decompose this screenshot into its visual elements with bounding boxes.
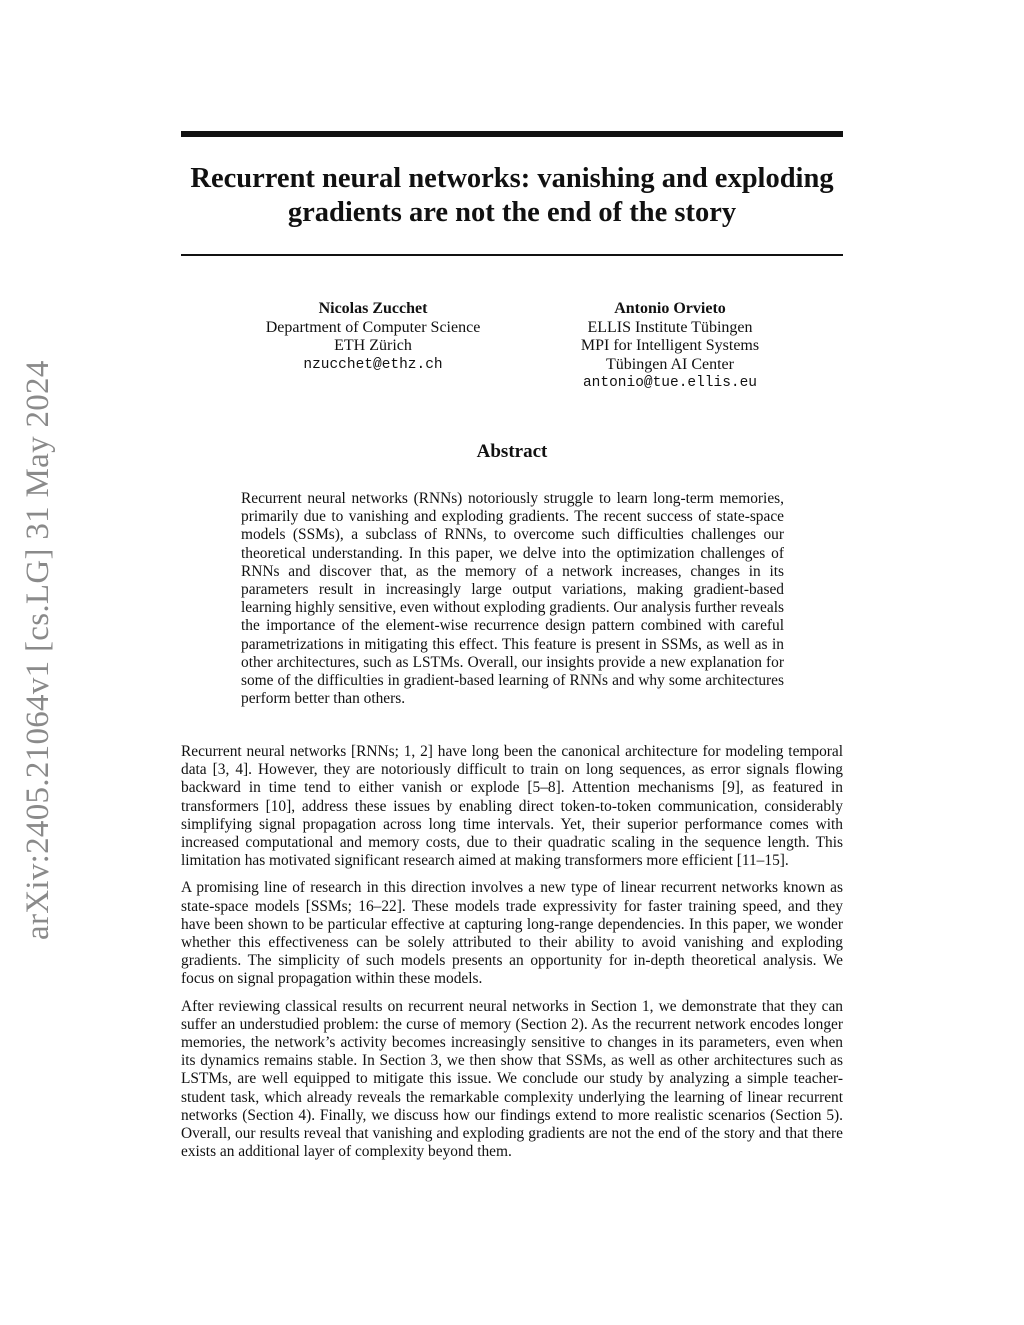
- arxiv-identifier-stamp: arXiv:2405.21064v1 [cs.LG] 31 May 2024: [20, 360, 56, 940]
- author-email: nzucchet@ethz.ch: [303, 356, 443, 373]
- author-affiliation: MPI for Intelligent Systems: [580, 337, 760, 354]
- author-affiliation: Department of Computer Science: [265, 318, 481, 336]
- body-paragraph-2: A promising line of research in this direction involves a new type of linear recurrent networks known as state-space models [SSMs; 16–22]. These models trade expressivity for faster training speed, and they have been shown to be particular effective at capturing long-range dependencies. In this paper, we wonder whether this effectiveness can be solely attributed to their ability to avoid vanishing and exploding gradients. The simplicity of such models presents an opportunity for in-depth theoretical analysis. We focus on signal propagation within these models.: [181, 879, 843, 988]
- abstract-heading: Abstract: [476, 441, 548, 462]
- author-block-1: [253, 300, 493, 374]
- author-affiliation: ETH Zürich: [334, 337, 412, 354]
- author-email: antonio@tue.ellis.eu: [582, 375, 758, 391]
- author-name: Antonio Orvieto: [614, 300, 726, 317]
- author-affiliation: ELLIS Institute Tübingen: [587, 318, 753, 336]
- body-paragraph-3: After reviewing classical results on recurrent neural networks in Section 1, we demonstrate that they can suffer an understudied problem: the curse of memory (Section 2). As the recurrent network encodes longer memories, the network’s activity becomes increasingly sensitive to changes in its parameters, even when its dynamics remains stable. In Section 3, we then show that SSMs, as well as other architectures such as LSTMs, are well equipped to mitigate this issue. We conclude our study by analyzing a simple teacher-student task, which already reveals the remarkable complexity underlying the learning of linear recurrent networks (Section 4). Finally, we discuss how our findings extend to more realistic scenarios (Section 5). Overall, our results reveal that vanishing and exploding gradients are not the end of the story and that there exists an additional layer of complexity beyond them.: [181, 997, 843, 1161]
- paper-title: Recurrent neural networks: vanishing and exploding gradients are not the end of the story: [190, 163, 834, 228]
- title-top-rule: [181, 131, 843, 137]
- author-name: Nicolas Zucchet: [318, 300, 428, 317]
- introduction-body: [181, 743, 843, 1170]
- author-affiliation: Tübingen AI Center: [606, 355, 734, 373]
- author-block-2: [555, 300, 785, 393]
- abstract-text: Recurrent neural networks (RNNs) notoriously struggle to learn long-term memories, primarily due to vanishing and exploding gradients. The recent success of state-space models (SSMs), a subclass of RNNs, to overcome such difficulties challenges our theoretical understanding. In this paper, we delve into the optimization challenges of RNNs and discover that, as the memory of a network increases, changes in its parameters result in increasingly large output variations, making gradient-based learning highly sensitive, even without exploding gradients. Our analysis further reveals the importance of the element-wise recurrence design pattern combined with careful parametrizations in mitigating this effect. This feature is present in SSMs, as well as in other architectures, such as LSTMs. Overall, our insights provide a new explanation for some of the difficulties in gradient-based learning of RNNs and why some architectures perform better than others.: [241, 490, 784, 708]
- title-bottom-rule: [181, 254, 843, 256]
- body-paragraph-1: Recurrent neural networks [RNNs; 1, 2] have long been the canonical architecture for modeling temporal data [3, 4]. However, they are notoriously difficult to train on long sequences, as error signals flowing backward in time tend to either vanish or explode [5–8]. Attention mechanisms [9], as featured in transformers [10], address these issues by enabling direct token-to-token communication, considerably simplifying signal propagation across long time intervals. Yet, their superior performance comes with increased computational and memory costs, due to their quadratic scaling in the sequence length. This limitation has motivated significant research aimed at making transformers more efficient [11–15].: [181, 743, 843, 870]
